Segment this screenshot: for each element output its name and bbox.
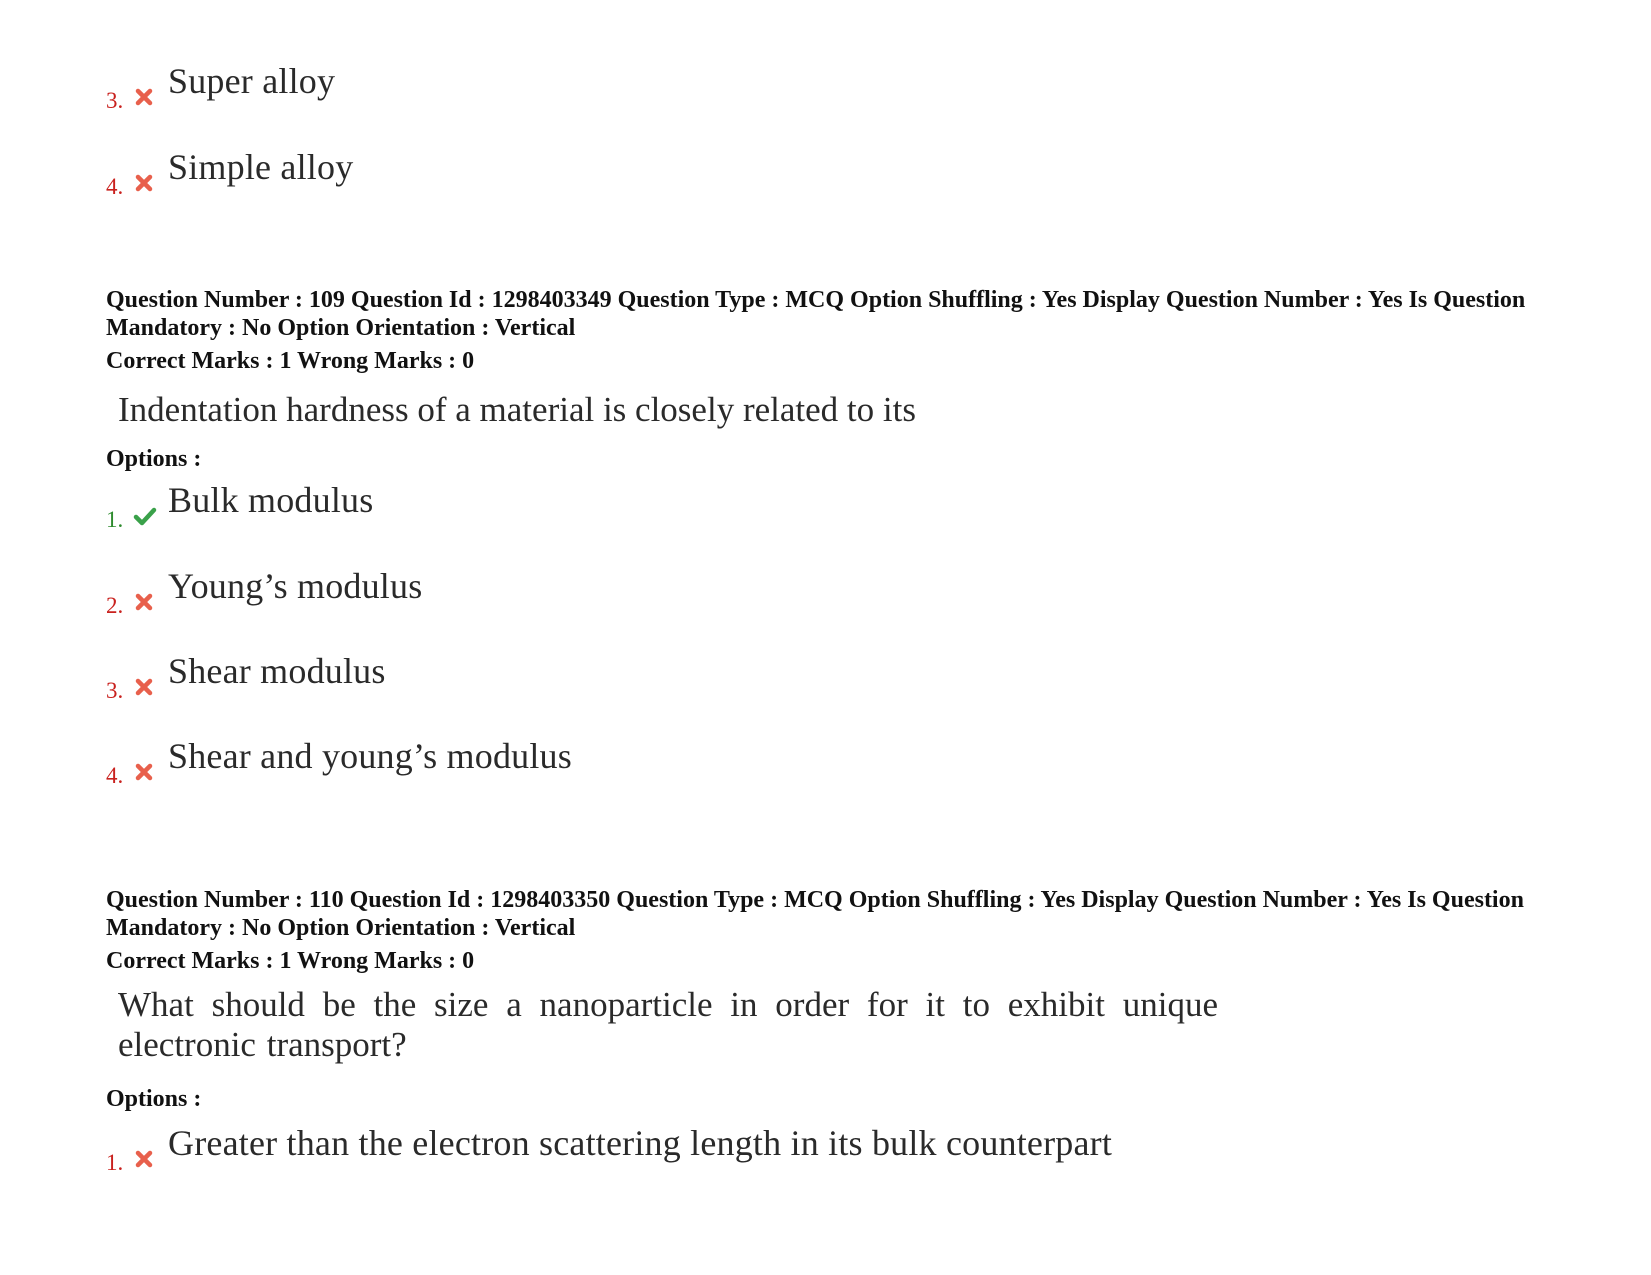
option-text: Shear modulus: [168, 651, 386, 691]
question-meta: Question Number : 110 Question Id : 1298403350 Question Type : MCQ Option Shuffling : Yes Display Question Number : Yes Is Question Mandatory : No Option Orientation : Vertical: [106, 887, 1524, 941]
options-label: Options :: [106, 1086, 202, 1112]
option-number: 3.: [106, 88, 124, 113]
question-meta: Question Number : 109 Question Id : 1298403349 Question Type : MCQ Option Shuffling : Yes Display Question Number : Yes Is Question Mandatory : No Option Orientation : Vertical: [106, 287, 1526, 341]
option-number: 1.: [106, 1150, 124, 1175]
wrong-icon: [133, 86, 155, 108]
question-text: Indentation hardness of a material is closely related to its: [118, 390, 916, 429]
question-text: What should be the size a nanoparticle in order for it to exhibit unique electronic transport?: [118, 985, 1218, 1064]
option-number: 3.: [106, 678, 124, 703]
option-text: Simple alloy: [168, 147, 354, 187]
option-number: 4.: [106, 174, 124, 199]
option-text: Super alloy: [168, 61, 336, 101]
option-number: 4.: [106, 763, 124, 788]
option-number: 2.: [106, 593, 124, 618]
wrong-icon: [133, 761, 155, 783]
option-row: [106, 479, 1306, 539]
wrong-icon: [133, 172, 155, 194]
option-row: [106, 146, 1306, 206]
option-row: [106, 60, 1306, 120]
option-text: Young’s modulus: [168, 566, 423, 606]
option-row: [106, 565, 1306, 625]
option-text: Bulk modulus: [168, 480, 374, 520]
wrong-icon: [133, 676, 155, 698]
wrong-icon: [133, 1148, 155, 1170]
question-marks: Correct Marks : 1 Wrong Marks : 0: [106, 948, 475, 974]
option-row: [106, 1122, 1306, 1182]
option-row: [106, 650, 1306, 710]
question-marks: Correct Marks : 1 Wrong Marks : 0: [106, 348, 475, 374]
options-label: Options :: [106, 446, 202, 472]
option-text: Greater than the electron scattering length in its bulk counterpart: [168, 1123, 1113, 1163]
wrong-icon: [133, 591, 155, 613]
correct-icon: [133, 505, 157, 527]
option-text: Shear and young’s modulus: [168, 736, 572, 776]
option-row: [106, 735, 1306, 795]
option-number: 1.: [106, 507, 124, 532]
